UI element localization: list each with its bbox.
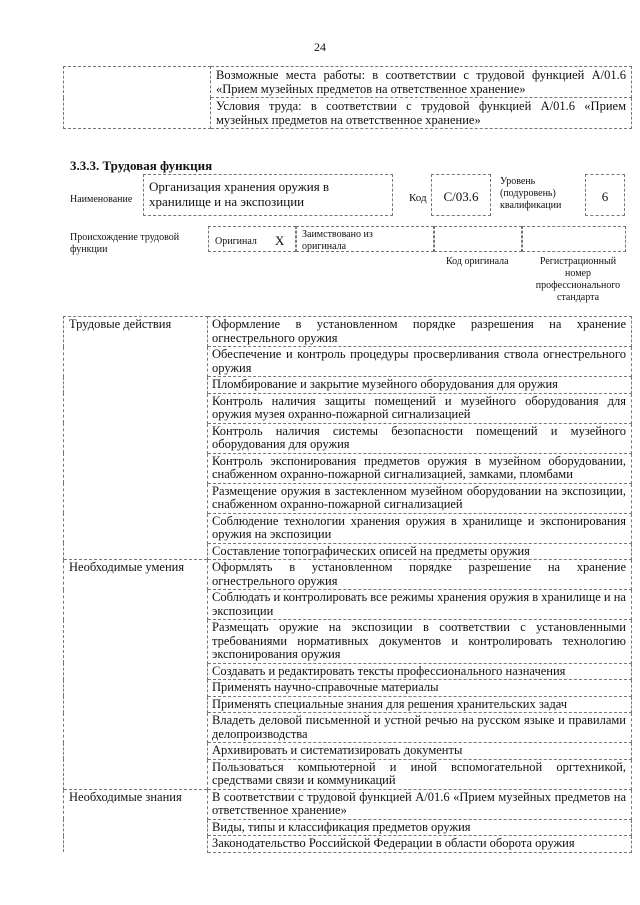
list-item: Применять специальные знания для решения хранительских задач (208, 696, 632, 713)
group-spacer (64, 453, 208, 483)
original-label: Оригинал (215, 236, 257, 247)
list-item: Составление топографических описей на предметы оружия (208, 543, 632, 560)
table-row (64, 347, 632, 377)
group-spacer (64, 696, 208, 713)
table-row (64, 393, 632, 423)
page-number: 24 (314, 40, 326, 54)
code-value: С/03.6 (431, 174, 491, 216)
code-original-box (434, 226, 522, 252)
name-label: Наименование (70, 194, 133, 205)
function-table (63, 316, 632, 853)
level-label: Уровень (подуровень) квалификации (500, 176, 562, 211)
table-row (64, 483, 632, 513)
table-row (64, 67, 632, 98)
list-item: Контроль наличия системы безопасности помещений и музейного оборудования для оружия (208, 423, 632, 453)
group-spacer (64, 620, 208, 664)
list-item: Контроль наличия защиты помещений и музейного оборудования для оружия музея охранно-пожарной сигнализацией (208, 393, 632, 423)
list-item: Размещать оружие на экспозиции в соответствии с установленными требованиями нормативных документов и контролировать технологию экспонирования оружия (208, 620, 632, 664)
table-row (64, 663, 632, 680)
level-value: 6 (585, 174, 625, 216)
list-item: Соблюдение технологии хранения оружия в хранилище и экспонирования оружия на экспозиции (208, 513, 632, 543)
work-places-cell: Возможные места работы: в соответствии с трудовой функцией А/01.6 «Прием музейных предметов на ответственное хранение» (211, 67, 632, 98)
table-row (64, 680, 632, 697)
list-item: Законодательство Российской Федерации в области оборота оружия (208, 836, 632, 853)
table-row (64, 513, 632, 543)
group-spacer (64, 713, 208, 743)
work-conditions-cell: Условия труда: в соответствии с трудовой функцией А/01.6 «Прием музейных предметов на ответственное хранение» (211, 98, 632, 129)
table-row (64, 836, 632, 853)
code-original-label: Код оригинала (446, 256, 509, 267)
original-mark: X (275, 233, 285, 248)
code-label: Код (409, 192, 427, 204)
empty-cell (64, 67, 211, 129)
list-item: Владеть деловой письменной и устной речью на русском языке и правилами делопроизводства (208, 713, 632, 743)
list-item: Пломбирование и закрытие музейного оборудования для оружия (208, 377, 632, 394)
table-row (64, 620, 632, 664)
group-title: Необходимые знания (64, 789, 208, 819)
group-spacer (64, 819, 208, 836)
group-title: Трудовые действия (64, 317, 208, 347)
table-row (64, 819, 632, 836)
table-row (64, 423, 632, 453)
table-row (64, 696, 632, 713)
name-value: Организация хранения оружия в хранилище и на экспозиции (143, 174, 393, 216)
group-spacer (64, 743, 208, 760)
list-item: Пользоваться компьютерной и иной вспомогательной оргтехникой, средствами связи и коммуникаций (208, 759, 632, 789)
table-row (64, 789, 632, 819)
continuation-table (63, 66, 632, 129)
group-spacer (64, 543, 208, 560)
group-title: Необходимые умения (64, 560, 208, 590)
origin-label: Происхождение трудовой функции (70, 232, 180, 255)
list-item: Соблюдать и контролировать все режимы хранения оружия в хранилище и на экспозиции (208, 590, 632, 620)
section-heading: 3.3.3. Трудовая функция (70, 158, 213, 173)
table-row (64, 317, 632, 347)
list-item: Оформлять в установленном порядке разрешение на хранение огнестрельного оружия (208, 560, 632, 590)
group-spacer (64, 393, 208, 423)
table-row (64, 743, 632, 760)
list-item: Контроль экспонирования предметов оружия в музейном оборудовании, снабженном охранно-пожарной сигнализацией, замками, пломбами (208, 453, 632, 483)
group-spacer (64, 513, 208, 543)
list-item: Обеспечение и контроль процедуры просверливания ствола огнестрельного оружия (208, 347, 632, 377)
list-item: Размещение оружия в застекленном музейном оборудовании на экспозиции, снабженном охранно-пожарной сигнализацией (208, 483, 632, 513)
table-row (64, 453, 632, 483)
table-row (64, 377, 632, 394)
table-row (64, 759, 632, 789)
reg-number-box (522, 226, 626, 252)
group-spacer (64, 347, 208, 377)
table-row (64, 590, 632, 620)
list-item: В соответствии с трудовой функцией А/01.6 «Прием музейных предметов на ответственное хранение» (208, 789, 632, 819)
group-spacer (64, 423, 208, 453)
table-row (64, 560, 632, 590)
group-spacer (64, 680, 208, 697)
table-row (64, 543, 632, 560)
list-item: Архивировать и систематизировать документы (208, 743, 632, 760)
reg-number-label: Регистрационный номер профессионального стандарта (535, 256, 621, 303)
list-item: Оформление в установленном порядке разрешения на хранение огнестрельного оружия (208, 317, 632, 347)
borrowed-label: Заимствовано из оригинала (302, 229, 373, 252)
group-spacer (64, 836, 208, 853)
group-spacer (64, 759, 208, 789)
list-item: Виды, типы и классификация предметов оружия (208, 819, 632, 836)
list-item: Применять научно-справочные материалы (208, 680, 632, 697)
group-spacer (64, 663, 208, 680)
group-spacer (64, 483, 208, 513)
group-spacer (64, 590, 208, 620)
list-item: Создавать и редактировать тексты профессионального назначения (208, 663, 632, 680)
group-spacer (64, 377, 208, 394)
table-row (64, 713, 632, 743)
